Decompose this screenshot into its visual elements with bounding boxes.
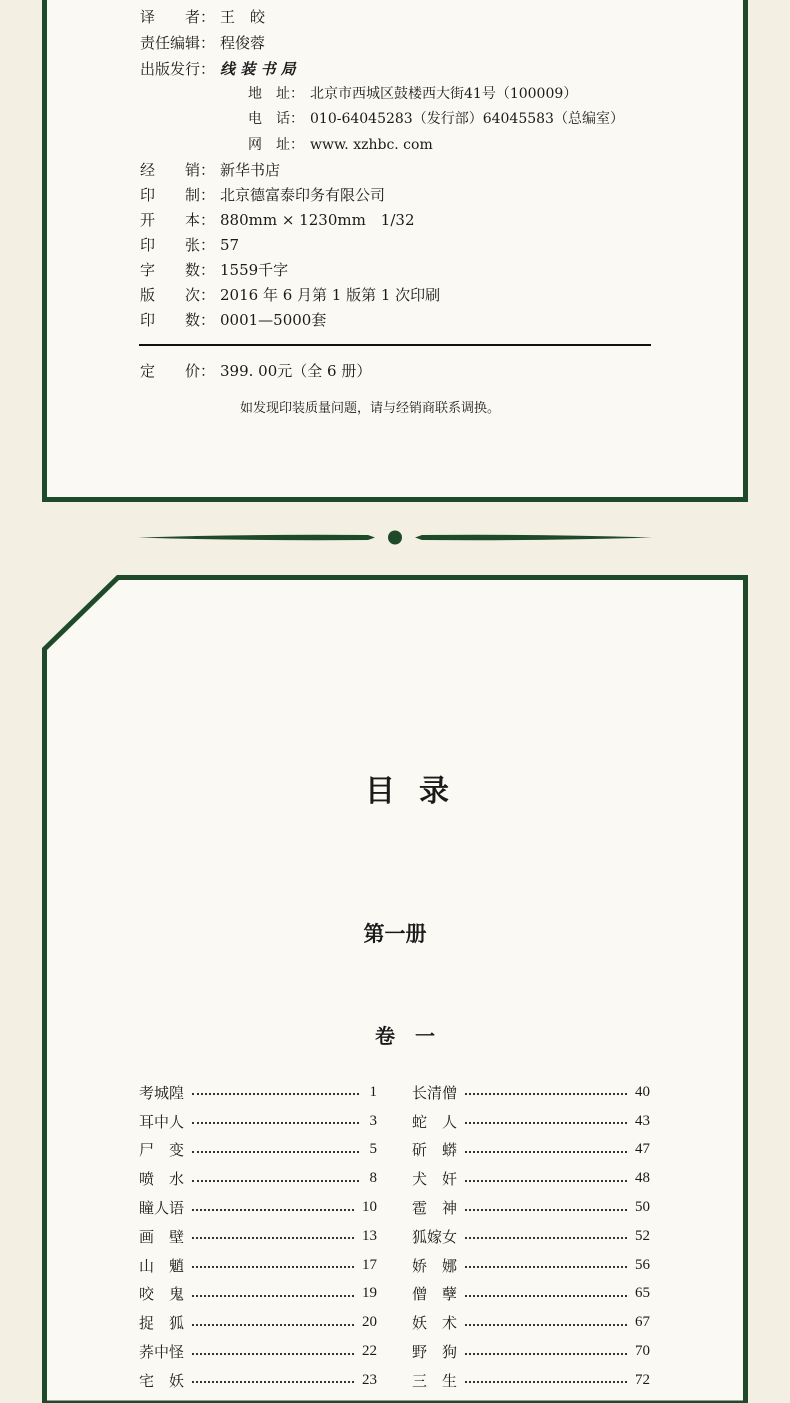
toc-item[interactable]: [412, 1078, 650, 1107]
distributor-value: 新华书店: [220, 161, 281, 179]
distributor-row: [140, 161, 280, 179]
print-run-row: [140, 311, 326, 329]
toc-left-column: [139, 1078, 377, 1395]
leader-dots: [192, 1353, 354, 1355]
phone-value: 010-64045283（发行部）64045583（总编室）: [310, 111, 624, 127]
distributor-label: 经 销：: [140, 161, 216, 179]
toc-item-title: 考城隍: [139, 1083, 185, 1102]
publisher-row: [140, 60, 296, 78]
leader-dots: [465, 1353, 627, 1355]
toc-item-title: 咬 鬼: [139, 1285, 185, 1304]
toc-item[interactable]: [139, 1193, 377, 1222]
toc-item-page: 43: [635, 1112, 650, 1129]
edition-row: [140, 286, 440, 304]
toc-item[interactable]: [412, 1337, 650, 1366]
printer-value: 北京德富泰印务有限公司: [220, 186, 386, 204]
leader-dots: [465, 1381, 627, 1383]
toc-item-title: 犬 奸: [412, 1170, 458, 1189]
toc-item-title: 宅 妖: [139, 1371, 185, 1390]
toc-item-page: 13: [362, 1227, 377, 1244]
print-run-label: 印 数：: [140, 311, 216, 329]
printer-row: [140, 186, 385, 204]
website-row: [248, 136, 433, 154]
sheets-row: [140, 236, 239, 254]
toc-item-page: 70: [635, 1343, 650, 1360]
toc-item-title: 荞中怪: [139, 1343, 185, 1362]
edition-label: 版 次：: [140, 286, 216, 304]
colophon-divider-line: [139, 344, 651, 346]
address-row: [248, 85, 577, 103]
toc-item-page: 47: [635, 1141, 650, 1158]
words-row: [140, 261, 288, 279]
price-row: [140, 362, 371, 380]
toc-item-title: 三 生: [412, 1371, 458, 1390]
toc-item[interactable]: [139, 1280, 377, 1309]
toc-item[interactable]: [412, 1308, 650, 1337]
editor-value: 程俊蓉: [220, 34, 266, 52]
toc-item-title: 山 魈: [139, 1256, 185, 1275]
toc-item-title: 妖 术: [412, 1314, 458, 1333]
toc-item-page: 1: [369, 1083, 377, 1100]
leader-dots: [465, 1237, 627, 1239]
toc-item-page: 65: [635, 1285, 650, 1302]
toc-item-title: 斫 蟒: [412, 1141, 458, 1160]
translator-row: [140, 8, 265, 26]
leader-dots: [465, 1209, 627, 1211]
leader-dots: [192, 1381, 354, 1383]
toc-title: 目录: [365, 774, 473, 809]
address-label: 地 址：: [248, 86, 304, 102]
leader-dots: [192, 1237, 354, 1239]
address-value: 北京市西城区鼓楼西大街41号（100009）: [310, 86, 578, 102]
sheets-label: 印 张：: [140, 236, 216, 254]
toc-item[interactable]: [412, 1193, 650, 1222]
juan-title: 卷一: [375, 1024, 455, 1048]
phone-label: 电 话：: [248, 111, 304, 127]
words-label: 字 数：: [140, 261, 216, 279]
toc-item-title: 僧 孽: [412, 1285, 458, 1304]
translator-value: 王 皎: [220, 8, 266, 26]
printer-label: 印 制：: [140, 186, 216, 204]
toc-item-page: 8: [369, 1170, 377, 1187]
toc-item-page: 17: [362, 1256, 377, 1273]
editor-row: [140, 34, 265, 52]
toc-item[interactable]: [412, 1107, 650, 1136]
toc-item[interactable]: [412, 1136, 650, 1165]
toc-item[interactable]: [139, 1164, 377, 1193]
toc-item-title: 娇 娜: [412, 1256, 458, 1275]
toc-item[interactable]: [412, 1251, 650, 1280]
toc-item-title: 喷 水: [139, 1170, 185, 1189]
toc-item[interactable]: [139, 1308, 377, 1337]
toc-item-page: 48: [635, 1170, 650, 1187]
toc-item-title: 长清僧: [412, 1083, 458, 1102]
leader-dots: [192, 1295, 354, 1297]
website-value: www. xzhbc. com: [310, 137, 433, 153]
leader-dots: [465, 1093, 627, 1095]
leader-dots: [192, 1209, 354, 1211]
toc-item-title: 雹 神: [412, 1199, 458, 1218]
toc-item[interactable]: [139, 1366, 377, 1395]
print-run-value: 0001—5000套: [220, 311, 327, 329]
leader-dots: [192, 1324, 354, 1326]
edition-value: 2016 年 6 月第 1 版第 1 次印刷: [220, 286, 441, 304]
toc-item-page: 56: [635, 1256, 650, 1273]
toc-item-page: 5: [369, 1141, 377, 1158]
leader-dots: [465, 1324, 627, 1326]
toc-item-page: 20: [362, 1314, 377, 1331]
toc-right-column: [412, 1078, 650, 1395]
format-value: 880mm × 1230mm 1/32: [220, 211, 415, 229]
quality-notice: 如发现印装质量问题，请与经销商联系调换。: [240, 401, 501, 416]
toc-item-title: 捉 狐: [139, 1314, 185, 1333]
toc-item-title: 野 狗: [412, 1343, 458, 1362]
leader-dots: [465, 1295, 627, 1297]
words-value: 1559千字: [220, 261, 289, 279]
toc-item-page: 3: [369, 1112, 377, 1129]
toc-item-title: 瞳人语: [139, 1199, 185, 1218]
ornamental-divider: [130, 525, 660, 550]
website-label: 网 址：: [248, 137, 304, 153]
leader-dots: [465, 1151, 627, 1153]
editor-label: 责任编辑：: [140, 34, 216, 52]
toc-item[interactable]: [139, 1222, 377, 1251]
toc-item[interactable]: [139, 1251, 377, 1280]
toc-item[interactable]: [412, 1280, 650, 1309]
price-label: 定 价：: [140, 362, 216, 380]
toc-item-page: 19: [362, 1285, 377, 1302]
toc-item-title: 画 壁: [139, 1227, 185, 1246]
toc-item-page: 22: [362, 1343, 377, 1360]
leader-dots: [192, 1180, 359, 1182]
price-value: 399. 00元（全 6 册）: [220, 362, 372, 380]
toc-item-page: 67: [635, 1314, 650, 1331]
toc-item-page: 10: [362, 1199, 377, 1216]
phone-row: [248, 110, 624, 128]
toc-item[interactable]: [412, 1164, 650, 1193]
publisher-label: 出版发行：: [140, 60, 216, 78]
leader-dots: [465, 1266, 627, 1268]
toc-item-title: 蛇 人: [412, 1112, 458, 1131]
leader-dots: [192, 1122, 359, 1124]
toc-item-page: 52: [635, 1227, 650, 1244]
leader-dots: [192, 1093, 359, 1095]
volume-title: 第一册: [363, 921, 427, 946]
leader-dots: [192, 1151, 359, 1153]
format-label: 开 本：: [140, 211, 216, 229]
translator-label: 译 者：: [140, 8, 216, 26]
leader-dots: [465, 1122, 627, 1124]
leader-dots: [465, 1180, 627, 1182]
toc-item-title: 狐嫁女: [412, 1227, 458, 1246]
toc-item-title: 耳中人: [139, 1112, 185, 1131]
toc-item-page: 50: [635, 1199, 650, 1216]
toc-item[interactable]: [139, 1337, 377, 1366]
sheets-value: 57: [220, 236, 240, 254]
toc-item-page: 23: [362, 1371, 377, 1388]
toc-item[interactable]: [139, 1107, 377, 1136]
toc-item-title: 尸 变: [139, 1141, 185, 1160]
toc-item-page: 72: [635, 1371, 650, 1388]
leader-dots: [192, 1266, 354, 1268]
toc-item[interactable]: [412, 1366, 650, 1395]
toc-item[interactable]: [412, 1222, 650, 1251]
toc-item-page: 40: [635, 1083, 650, 1100]
format-row: [140, 211, 415, 229]
toc-item[interactable]: [139, 1078, 377, 1107]
publisher-value: 线 装 书 局: [220, 60, 296, 78]
toc-item[interactable]: [139, 1136, 377, 1165]
